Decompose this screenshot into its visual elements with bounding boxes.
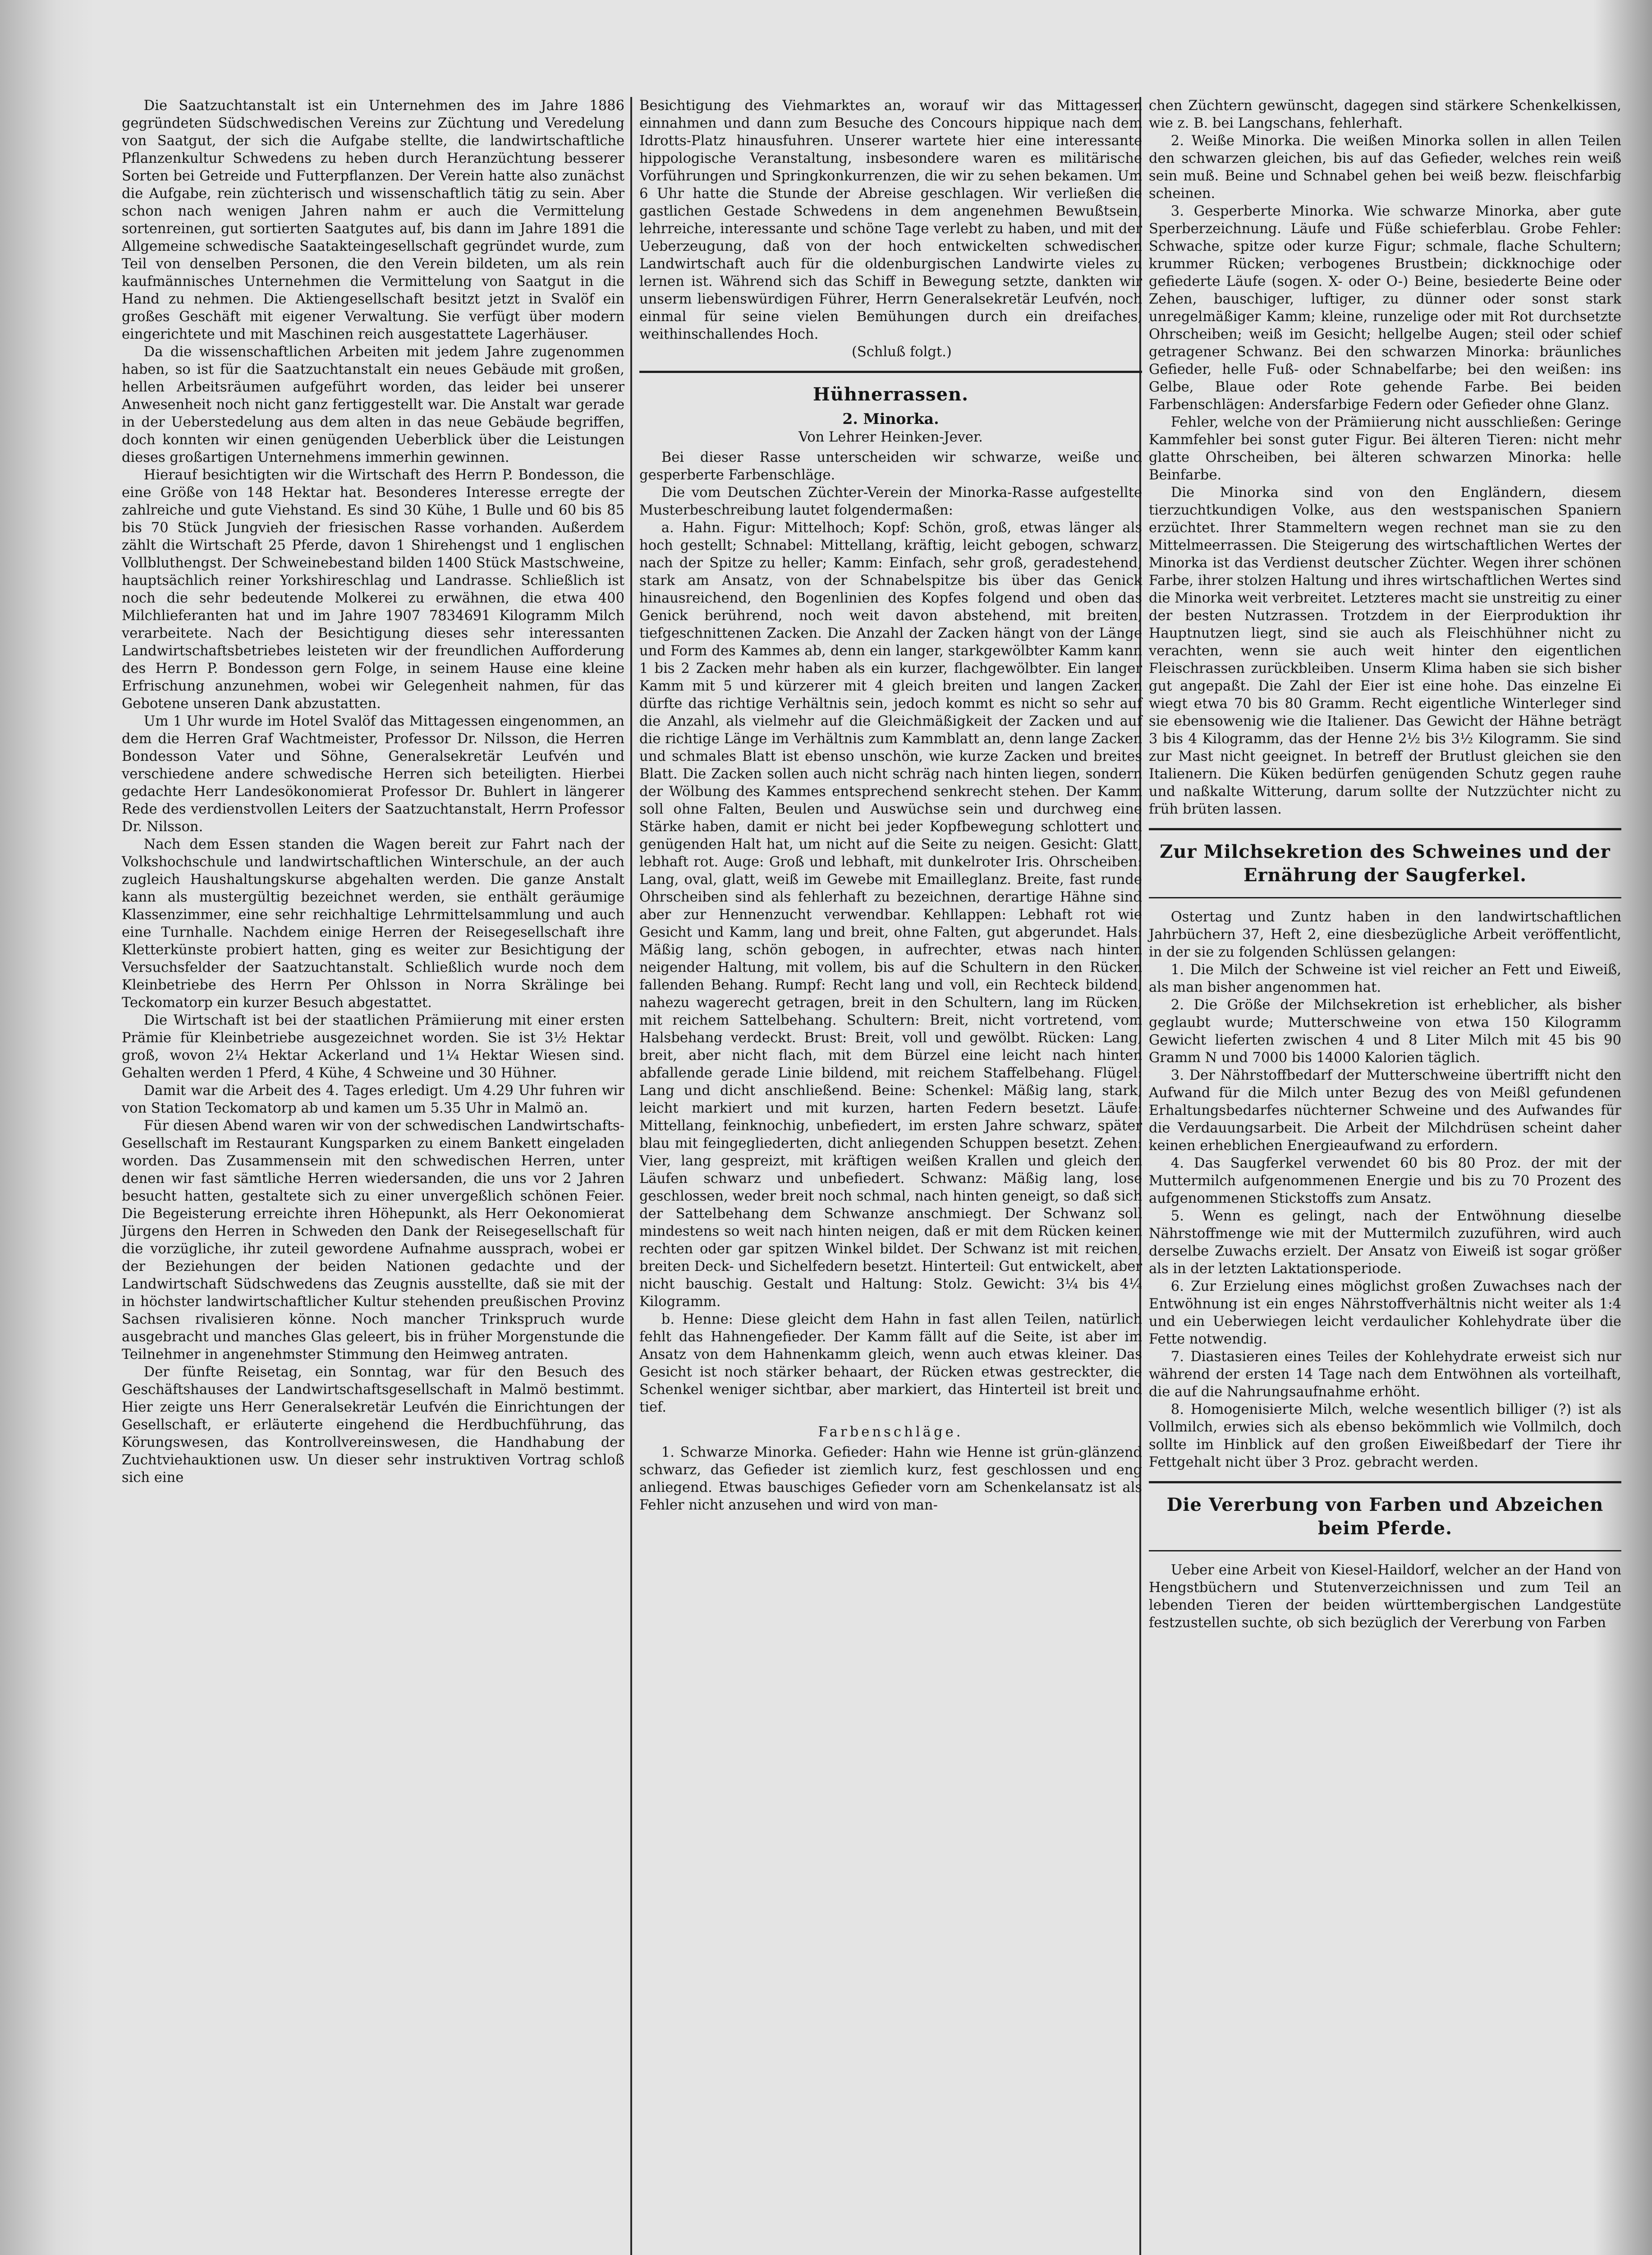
paragraph: 2. Die Größe der Milchsekretion ist erheblicher, als bisher geglaubt wurde; Mutterschweine von etwa 150 Kilogramm Gewicht lieferten zwischen 4 und 8 Liter Milch mit 45 bis 90 Gramm N und 7000 bis 14000 Kalorien täglich. [1149,997,1621,1066]
paragraph: 3. Gesperberte Minorka. Wie schwarze Minorka, aber gute Sperberzeichnung. Läufe und Füße schieferblau. Grobe Fehler: Schwache, spitze oder kurze Figur; schmale, flache Schultern; krummer Rücken; verbogenes Brustbein; dickknochige oder gefiederte Läufe (sogen. X- oder O-) Beine, besiederte Beine oder Zehen, bauschiger, luftiger, zu dünner oder sonst stark unregelmäßiger Kamm; kleine, runzelige oder mit Rot durchsetzte Ohrscheiben; weiß im Gesicht; hellgelbe Augen; steil oder schief getragener Schwanz. Bei den schwarzen Minorka: bräunliches Gefieder, helle Fuß- oder Schnabelfarbe; bei den weißen: ins Gelbe, Blaue oder Rote gehende Farbe. Bei beiden Farbenschlägen: Andersfarbige Federn oder Gefieder ohne Glanz. [1149,203,1621,413]
paragraph: Fehler, welche von der Prämiierung nicht ausschließen: Geringe Kammfehler bei sonst guter Figur. Bei älteren Tieren: nicht mehr glatte Ohrscheiben, bei älteren schwarzen Minorka: helle Beinfarbe. [1149,414,1621,483]
article-headline: Hühnerrassen. [812,384,969,405]
paragraph: Der fünfte Reisetag, ein Sonntag, war für den Besuch des Geschäftshauses der Landwirtschaftsgesellschaft in Malmö bestimmt. Hier zeigte uns Herr Generalsekretär Leufvén die Einrichtungen der Gesellschaft, er erläuterte eingehend die Herdbuchführung, das Körungswesen, das Kontrollvereinswesen, die Handhabung der Zuchtviehauktionen usw. Un dieser sehr instruktiven Vortrag schloß sich eine [122,1364,624,1486]
paragraph: 7. Diastasieren eines Teiles der Kohlehydrate erweist sich nur während der ersten 14 Tage nach dem Entwöhnen als vorteilhaft, die auf die Nahrungsaufnahme erhöht. [1149,1349,1621,1400]
continuation-note: (Schluß folgt.) [852,344,952,360]
paragraph: chen Züchtern gewünscht, dagegen sind stärkere Schenkelkissen, wie z. B. bei Langschans, fehlerhaft. [1149,98,1621,131]
article-divider [639,371,1142,373]
paragraph: Um 1 Uhr wurde im Hotel Svalöf das Mittagessen eingenommen, an dem die Herren Graf Wachtmeister, Professor Dr. Nilsson, die Herren Bondesson Vater und Söhne, Generalsekretär Leufvén und verschiedene andere schwedische Herren sich beteiligten. Hierbei gedachte Herr Landesökonomierat Professor Dr. Buhlert in längerer Rede des verdienstvollen Leiters der Saatzuchtanstalt, Herrn Professor Dr. Nilsson. [122,713,624,835]
paragraph: Die Saatzuchtanstalt ist ein Unternehmen des im Jahre 1886 gegründeten Südschwedischen Vereins zur Züchtung und Veredelung von Saatgut, der sich die Aufgabe stellte, die landwirtschaftliche Pflanzenkultur Schwedens zu heben durch Heranzüchtung besserer Sorten bei Getreide und Futterpflanzen. Der Verein hatte also zunächst die Aufgabe, rein züchterisch und wissenschaftlich tätig zu sein. Aber schon nach wenigen Jahren nahm er auch die Vermittelung sortenreinen, gut sortierten Saatgutes auf, bis dann im Jahre 1891 die Allgemeine schwedische Saatakteingesellschaft gegründet wurde, zum Teil von denselben Personen, die den Verein bildeten, um als rein kaufmännisches Unternehmen die Vermittelung von Saatgut in die Hand zu nehmen. Die Aktiengesellschaft besitzt jetzt in Svalöf ein großes Geschäft mit eigener Verwaltung. Sie verfügt über modern eingerichtete und mit Maschinen reich ausgestattete Lagerhäuser. [122,98,624,342]
paragraph: b. Henne: Diese gleicht dem Hahn in fast allen Teilen, natürlich fehlt das Hahnengefieder. Der Kamm fällt auf die Seite, ist aber im Ansatz von dem Hahnenkamm gleich, wenn auch etwas kleiner. Das Gesicht ist noch stärker behaart, der Rücken etwas gestreckter, die Schenkel weniger sichtbar, aber markiert, das Hinterteil ist breit und tief. [639,1312,1142,1415]
column-2 [639,97,1142,1514]
article-headline: Die Vererbung von Farben und Abzeichen beim Pferde. [1166,1494,1604,1539]
paragraph: Die Wirtschaft ist bei der staatlichen Prämiierung mit einer ersten Prämie für Kleinbetriebe ausgezeichnet worden. Sie ist 3½ Hektar groß, wovon 2¼ Hektar Ackerland und 1¼ Hektar Wiesen sind. Gehalten werden 1 Pferd, 4 Kühe, 4 Schweine und 30 Hühner. [122,1012,624,1081]
section-heading: Farbenschläge. [818,1424,964,1440]
paragraph: Ueber eine Arbeit von Kiesel-Haildorf, welcher an der Hand von Hengstbüchern und Stutenverzeichnissen und zum Teil an lebenden Tieren der beiden württembergischen Landgestüte festzustellen suchte, ob sich bezüglich der Vererbung von Farben [1149,1562,1621,1631]
article-headline: Zur Milchsekretion des Schweines und der Ernährung der Saugferkel. [1160,841,1611,886]
paragraph: 8. Homogenisierte Milch, welche wesentlich billiger (?) ist als Vollmilch, erwies sich als ebenso bekömmlich wie Vollmilch, doch sollte im Hinblick auf den großen Eiweißbedarf der Tiere ihr Fettgehalt nicht über 3 Proz. gebracht werden. [1149,1402,1621,1470]
paragraph: 2. Weiße Minorka. Die weißen Minorka sollen in allen Teilen den schwarzen gleichen, bis auf das Gefieder, welches rein weiß sein muß. Beine und Schnabel gehen bei weiß bezw. fleischfarbig scheinen. [1149,133,1621,202]
paragraph: Damit war die Arbeit des 4. Tages erledigt. Um 4.29 Uhr fuhren wir von Station Teckomatorp ab und kamen um 5.35 Uhr in Malmö an. [122,1083,624,1116]
paragraph: Für diesen Abend waren wir von der schwedischen Landwirtschafts-Gesellschaft im Restaurant Kungsparken zu einem Bankett eingeladen worden. Das Zusammensein mit den schwedischen Herren, unter denen wir fast sämtliche Herren wiedersanden, die uns vor 2 Jahren besucht hatten, gestaltete sich zu einer unvergeßlich schönen Feier. Die Begeisterung erreichte ihren Höhepunkt, als Herr Oekonomierat Jürgens den Herren in Schweden den Dank der Reisegesellschaft für die vorzügliche, ihr zuteil gewordene Aufnahme aussprach, wobei er der Beziehungen der beiden Nationen gedachte und der Landwirtschaft Südschwedens das Zeugnis ausstellte, daß sie mit der in höchster landwirtschaftlicher Kultur stehenden preußischen Provinz Sachsen rivalisieren könne. Noch mancher Trinkspruch wurde ausgebracht und manches Glas geleert, bis in früher Morgenstunde die Teilnehmer in angenehmster Stimmung den Heimweg antraten. [122,1118,624,1362]
article-divider [1149,828,1621,830]
paragraph: Bei dieser Rasse unterscheiden wir schwarze, weiße und gesperberte Farbenschläge. [639,450,1142,483]
paragraph: a. Hahn. Figur: Mittelhoch; Kopf: Schön, groß, etwas länger als hoch gestellt; Schnabel: Mittellang, kräftig, leicht gebogen, schwarz, nach der Spitze zu heller; Kamm: Einfach, sehr groß, geradestehend, stark am Ansatz, von der Schnabelspitze bis über das Genick hinausreichend, den Bogenlinien des Kopfes folgend und oben das Genick berührend, noch weit davon abstehend, mit breiten, tiefgeschnittenen Zacken. Die Anzahl der Zacken hängt von der Länge und Form des Kammes ab, denn ein langer, starkgewölbter Kamm kann 1 bis 2 Zacken mehr haben als ein kurzer, flachgewölbter. Ein langer Kamm mit 5 und kürzerer mit 4 gleich breiten und langen Zacken dürfte das richtige Verhältnis sein, jedoch kommt es nicht so sehr auf die Anzahl, als vielmehr auf die Gleichmäßigkeit der Zacken und auf die richtige Länge im Verhältnis zum Kammblatt an, denn lange Zacken und schmales Blatt ist ebenso unschön, wie kurze Zacken und breites Blatt. Die Zacken sollen auch nicht schräg nach hinten liegen, sondern der Wölbung des Kammes entsprechend senkrecht stehen. Der Kamm soll ohne Falten, Beulen und Auswüchse sein und durchweg eine Stärke haben, damit er nicht bei jeder Kopfbewegung schlottert und genügenden Halt hat, um nicht auf die Seite zu neigen. Gesicht: Glatt, lebhaft rot. Auge: Groß und lebhaft, mit dunkelroter Iris. Ohrscheiben: Lang, oval, glatt, weiß im Gewebe mit Emailleglanz. Breite, fast runde Ohrscheiben sind als fehlerhaft zu bezeichnen, derartige Hähne sind aber zur Hennenzucht verwendbar. Kehllappen: Lebhaft rot wie Gesicht und Kamm, lang und breit, ohne Falten, gut abgerundet. Hals: Mäßig lang, schön gebogen, in aufrechter, etwas nach hinten neigender Haltung, mit vollem, bis auf die Schultern in den Rücken fallenden Behang. Rumpf: Recht lang und voll, ein Rechteck bildend, nahezu wagerecht getragen, breit in den Schultern, lang im Rücken, mit reichem Sattelbehang. Schultern: Breit, nicht vortretend, vom Halsbehang verdeckt. Brust: Breit, voll und gewölbt. Rücken: Lang, breit, aber nicht flach, mit dem Bürzel eine leicht nach hinten abfallende gerade Linie bildend, mit reichem Staffelbehang. Flügel: Lang und dicht anschließend. Beine: Schenkel: Mäßig lang, stark, leicht markiert und mit kurzen, harten Federn besetzt. Läufe: Mittellang, feinknochig, unbefiedert, im ersten Jahre schwarz, später blau mit feingegliederten, dicht anliegenden Schuppen besetzt. Zehen: Vier, lang gespreizt, mit kräftigen weißen Krallen und gleich den Läufen schwarz und unbefiedert. Schwanz: Mäßig lang, lose geschlossen, weder breit noch schmal, nach hinten geneigt, so daß sich der Sattelbehang dem Schwanze anschmiegt. Der Schwanz soll mindestens so weit nach hinten neigen, daß er mit dem Rücken keinen rechten oder gar spitzen Winkel bildet. Der Schwanz ist mit reichen, breiten Deck- und Sichelfedern besetzt. Hinterteil: Gut entwickelt, aber nicht bauschig. Gestalt und Haltung: Stolz. Gewicht: 3¼ bis 4¼ Kilogramm. [639,520,1142,1310]
column-rule-1 [630,97,632,2255]
paragraph: 1. Schwarze Minorka. Gefieder: Hahn wie Henne ist grün-glänzend schwarz, das Gefieder ist ziemlich kurz, fest geschlossen und eng anliegend. Etwas bauschiges Gefieder vorn am Schenkelansatz ist als Fehler nicht anzusehen und wird von man- [639,1445,1142,1513]
paragraph: 6. Zur Erzielung eines möglichst großen Zuwachses nach der Entwöhnung ist ein enges Nährstoffverhältnis nicht weiter als 1:4 und ein Ueberwiegen leicht verdaulicher Kohlehydrate über die Fette notwendig. [1149,1279,1621,1347]
paragraph: Hierauf besichtigten wir die Wirtschaft des Herrn P. Bondesson, die eine Größe von 148 Hektar hat. Besonderes Interesse erregte der zahlreiche und gute Viehstand. Es sind 30 Kühe, 1 Bulle und 60 bis 85 bis 70 Stück Jungvieh der friesischen Rasse vorhanden. Außerdem zählt die Wirtschaft 25 Pferde, davon 1 Shirehengst und 1 englischen Vollbluthengst. Der Schweinebestand bilden 1400 Stück Mastschweine, hauptsächlich reiner Yorkshireschlag und Landrasse. Schließlich ist noch die sehr bedeutende Molkerei zu erwähnen, die etwa 400 Milchlieferanten hat und im Jahre 1907 7834691 Kilogramm Milch verarbeitete. Nach der Besichtigung dieses sehr interessanten Landwirtschaftsbetriebes leisteten wir der freundlichen Aufforderung des Herrn P. Bondesson gern Folge, in seinem Hause eine kleine Erfrischung anzunehmen, wobei wir Gelegenheit nahmen, für das Gebotene unseren Dank abzustatten. [122,467,624,712]
paragraph: 3. Der Nährstoffbedarf der Mutterschweine übertrifft nicht den Aufwand für die Milch unter Bezug des von Meißl gefundenen Erhaltungsbedarfes nüchterner Schweine und des Aufwandes für die Verdauungsarbeit. Die Arbeit der Milchdrüsen scheint daher keinen erheblichen Energieaufwand zu erfordern. [1149,1068,1621,1154]
paragraph: 4. Das Saugferkel verwendet 60 bis 80 Proz. der mit der Muttermilch aufgenommenen Energie und bis zu 70 Prozent des aufgenommenen Stickstoffs zum Ansatz. [1149,1155,1621,1206]
article-subheadline: 2. Minorka. [842,410,939,428]
article-divider [1149,1481,1621,1483]
headline-underline [1149,1550,1621,1551]
column-3 [1149,97,1621,1632]
binding-shadow-left [0,0,95,2255]
paragraph: Da die wissenschaftlichen Arbeiten mit jedem Jahre zugenommen haben, so ist für die Saatzuchtanstalt ein neues Gebäude mit großen, hellen Arbeitsräumen aufgeführt worden, das leider bei unserer Anwesenheit noch nicht ganz fertiggestellt war. Die Anstalt war gerade in der Ueberstedelung aus dem alten in das neue Gebäude begriffen, doch konnten wir einen genügenden Ueberblick über die Leistungen dieses großartigen Unternehmens immerhin gewinnen. [122,344,624,465]
paragraph: Nach dem Essen standen die Wagen bereit zur Fahrt nach der Volkshochschule und landwirtschaftlichen Winterschule, an der auch zugleich Haushaltungskurse abgehalten werden. Die ganze Anstalt kann als mustergültig bezeichnet werden, sie enthält geräumige Klassenzimmer, eine sehr reichhaltige Lehrmittelsammlung und auch eine Turnhalle. Nachdem einige Herren der Reisegesellschaft ihre Kletterkünste probiert hatten, ging es weiter zur Besichtigung der Versuchsfelder der Saatzuchtanstalt. Schließlich wurde noch dem Kleinbetriebe des Herrn Per Ohlsson in Norra Skrälinge bei Teckomatorp ein kurzer Besuch abgestattet. [122,837,624,1011]
paragraph: Ostertag und Zuntz haben in den landwirtschaftlichen Jahrbüchern 37, Heft 2, eine diesbezügliche Arbeit veröffentlicht, in der sie zu folgenden Schlüssen gelangen: [1149,909,1621,960]
paragraph: Besichtigung des Viehmarktes an, worauf wir das Mittagessen einnahmen und dann zum Besuche des Concours hippique nach dem Idrotts-Platz hinausfuhren. Unserer wartete hier eine interessante hippologische Veranstaltung, insbesondere waren es militärische Vorführungen und Springkonkurrenzen, die wir zu sehen bekamen. Um 6 Uhr hatte die Stunde der Abreise geschlagen. Wir verließen die gastlichen Gestade Schwedens in dem angenehmen Bewußtsein, lehrreiche, interessante und schöne Tage verlebt zu haben, und mit der Ueberzeugung, daß von der hoch entwickelten schwedischen Landwirtschaft auch für die oldenburgischen Landwirte vieles zu lernen ist. Während sich das Schiff in Bewegung setzte, dankten wir unserm liebenswürdigen Führer, Herrn Generalsekretär Leufvén, noch einmal für seine vielen Bemühungen durch ein dreifaches, weithinschallendes Hoch. [639,98,1142,342]
paragraph: 1. Die Milch der Schweine ist viel reicher an Fett und Eiweiß, als man bisher angenommen hat. [1149,962,1621,995]
column-1 [122,97,624,1486]
paragraph: 5. Wenn es gelingt, nach der Entwöhnung dieselbe Nährstoffmenge wie mit der Muttermilch zuzuführen, wird auch derselbe Zuwachs erzielt. Der Ansatz von Eiweiß ist sogar größer als in der letzten Laktationsperiode. [1149,1208,1621,1277]
paragraph: Die vom Deutschen Züchter-Verein der Minorka-Rasse aufgestellte Musterbeschreibung lautet folgendermaßen: [639,485,1142,518]
paragraph: Die Minorka sind von den Engländern, diesem tierzuchtkundigen Volke, aus den westspanischen Spaniern erzüchtet. Ihrer Stammeltern wegen rechnet man sie zu den Mittelmeerrassen. Die Steigerung des wirtschaftlichen Wertes der Minorka ist das Verdienst deutscher Züchter. Wegen ihrer schönen Farbe, ihrer stolzen Haltung und ihres wirtschaftlichen Wertes sind die Minorka weit verbreitet. Letzteres macht sie unstreitig zu einer der besten Nutzrassen. Trotzdem in der Eierproduktion ihr Hauptnutzen liegt, sind sie auch als Fleischhühner nicht zu verachten, wenn sie auch weit hinter den eigentlichen Fleischrassen zurückbleiben. Unserm Klima haben sie sich bisher gut angepaßt. Die Zahl der Eier ist eine hohe. Das einzelne Ei wiegt etwa 70 bis 80 Gramm. Recht eigentliche Winterleger sind sie ebensowenig wie die Italiener. Das Gewicht der Hähne beträgt 3 bis 4 Kilogramm, das der Henne 2½ bis 3½ Kilogramm. Sie sind zur Mast nicht geeignet. In betreff der Brutlust gleichen sie den Italienern. Die Küken bedürfen genügenden Schutz gegen rauhe und naßkalte Witterung, darum sollte der Nutzzüchter nicht zu früh brüten lassen. [1149,485,1621,817]
headline-underline [1149,897,1621,898]
article-byline: Von Lehrer Heinken-Jever. [798,429,983,445]
